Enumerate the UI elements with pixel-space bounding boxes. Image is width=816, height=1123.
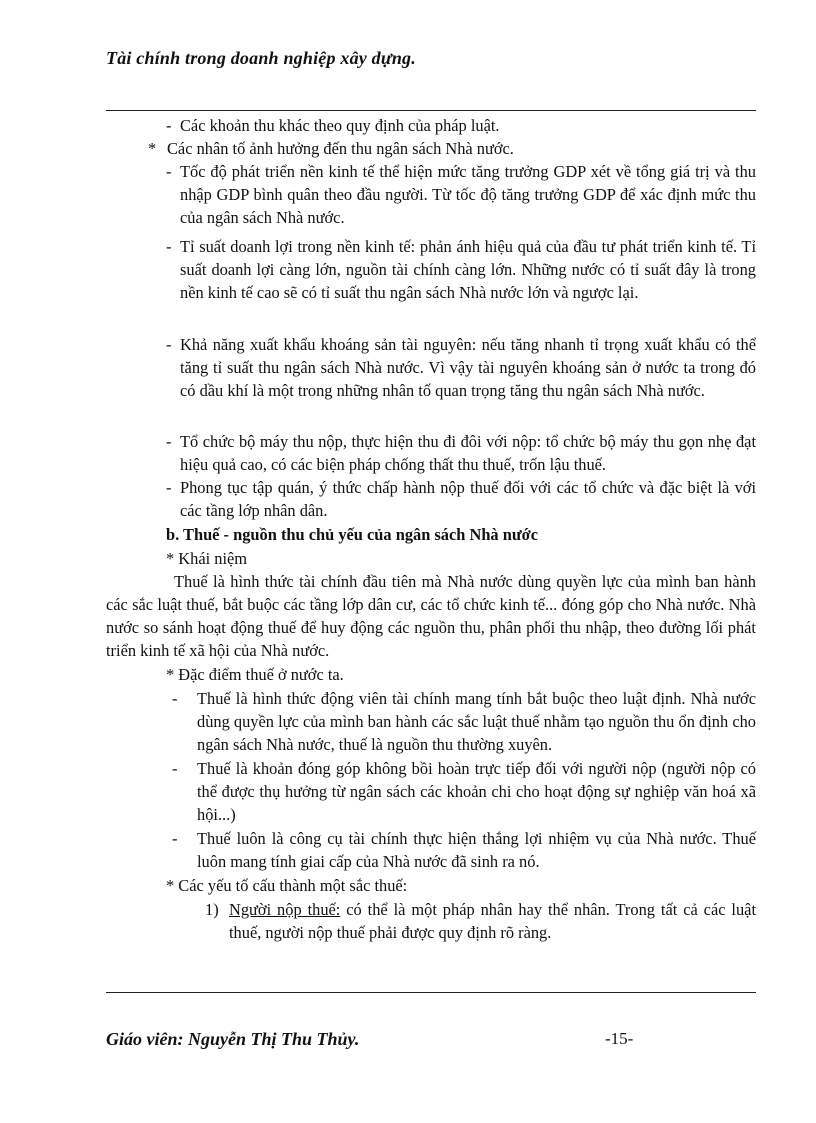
bullet-dash: - xyxy=(166,335,172,354)
feature-text: Thuế là hình thức động viên tài chính mang tính bắt buộc theo luật định. Nhà nước dùng quyền lực của mình ban hành các sắc luật thuế nhằm tạo nguồn thu ổn định cho ngân sách Nhà nước, thuế là nguồn thu thường xuyên. xyxy=(197,689,756,754)
component-term: Người nộp thuế: xyxy=(229,900,341,919)
bullet-dash: - xyxy=(166,478,172,497)
list-item-other-revenue xyxy=(166,114,756,137)
factors-heading xyxy=(148,137,756,160)
bullet-dash: - xyxy=(172,759,178,778)
list-item-export xyxy=(166,333,756,402)
feature-item-2 xyxy=(172,757,756,826)
footer-rule xyxy=(106,992,756,993)
feature-item-1 xyxy=(172,687,756,756)
list-item-text: Tổ chức bộ máy thu nộp, thực hiện thu đi đôi với nộp: tổ chức bộ máy thu gọn nhẹ đạt hiệu quả cao, có các biện pháp chống thất thu thuế, trốn lậu thuế. xyxy=(180,432,756,474)
bullet-dash: - xyxy=(172,689,178,708)
section-b-heading: b. Thuế - nguồn thu chủ yếu của ngân sách Nhà nước xyxy=(166,525,539,544)
list-item-text: Tỉ suất doanh lợi trong nền kinh tế: phản ánh hiệu quả của đầu tư phát triển kinh tế. Tỉ suất doanh lợi càng lớn, nguồn tài chính càng lớn. Những nước có tỉ suất đây là trong nền kinh tế cao sẽ có tỉ suất thu ngân sách Nhà nước lớn và ngược lại. xyxy=(180,237,756,302)
component-text-wrapper xyxy=(229,898,756,944)
header-rule xyxy=(106,110,756,111)
bullet-dash: - xyxy=(166,116,172,135)
components-heading: * Các yếu tố cấu thành một sắc thuế: xyxy=(166,876,408,895)
bullet-dash: - xyxy=(166,432,172,451)
list-item-profit xyxy=(166,235,756,304)
concept-paragraph: Thuế là hình thức tài chính đầu tiên mà Nhà nước dùng quyền lực của mình ban hành các sắc luật thuế, bắt buộc các tầng lớp dân cư, các tổ chức kinh tế... đóng góp cho Nhà nước. Nhà nước so sánh hoạt động thuế để huy động các nguồn thu, phân phối thu nhập, theo đường lối phát triển kinh tế xã hội của Nhà nước. xyxy=(106,572,756,660)
concept-heading: * Khái niệm xyxy=(166,549,248,568)
factors-heading-text: Các nhân tố ảnh hưởng đến thu ngân sách Nhà nước. xyxy=(167,139,514,158)
feature-text: Thuế luôn là công cụ tài chính thực hiện thắng lợi nhiệm vụ của Nhà nước. Thuế luôn mang tính giai cấp của Nhà nước đã sinh ra nó. xyxy=(197,829,756,871)
list-item-text: Phong tục tập quán, ý thức chấp hành nộp thuế đối với các tổ chức và đặc biệt là với các tầng lớp nhân dân. xyxy=(180,478,756,520)
component-text: có thể là một pháp nhân hay thể nhân. Trong tất cả các luật thuế, người nộp thuế phải được quy định rõ ràng. xyxy=(229,900,757,942)
list-item-custom xyxy=(166,476,756,522)
list-item-text: Khả năng xuất khẩu khoáng sản tài nguyên: nếu tăng nhanh tỉ trọng xuất khẩu có thể tăng tỉ suất thu ngân sách Nhà nước. Vì vậy tài nguyên khoáng sản ở nước ta trong đó có dầu khí là một trong những nhân tố quan trọng tăng thu ngân sách Nhà nước. xyxy=(180,335,756,400)
list-item-gdp xyxy=(166,160,756,229)
bullet-dash: - xyxy=(166,162,172,181)
bullet-star: * xyxy=(148,139,157,158)
component-item-1 xyxy=(205,898,756,944)
component-number: 1) xyxy=(205,900,219,919)
list-item-text: Tốc độ phát triển nền kinh tế thể hiện mức tăng trưởng GDP xét về tổng giá trị và thu nhập GDP bình quân theo đầu người. Từ tốc độ tăng trưởng GDP để xác định mức thu của ngân sách Nhà nước. xyxy=(180,162,756,227)
feature-item-3 xyxy=(172,827,756,873)
features-heading: * Đặc điểm thuế ở nước ta. xyxy=(166,665,344,684)
list-item-organization xyxy=(166,430,756,476)
bullet-dash: - xyxy=(172,829,178,848)
bullet-dash: - xyxy=(166,237,172,256)
header-title: Tài chính trong doanh nghiệp xây dựng. xyxy=(106,48,416,68)
page-number: -15- xyxy=(605,1029,634,1048)
list-item-text: Các khoản thu khác theo quy định của pháp luật. xyxy=(180,116,500,135)
footer-teacher: Giáo viên: Nguyễn Thị Thu Thủy. xyxy=(106,1029,360,1049)
feature-text: Thuế là khoản đóng góp không bồi hoàn trực tiếp đối với người nộp (người nộp có thể được thụ hưởng từ ngân sách các khoản chi cho hoạt động sự nghiệp văn hoá xã hội...) xyxy=(197,759,756,824)
